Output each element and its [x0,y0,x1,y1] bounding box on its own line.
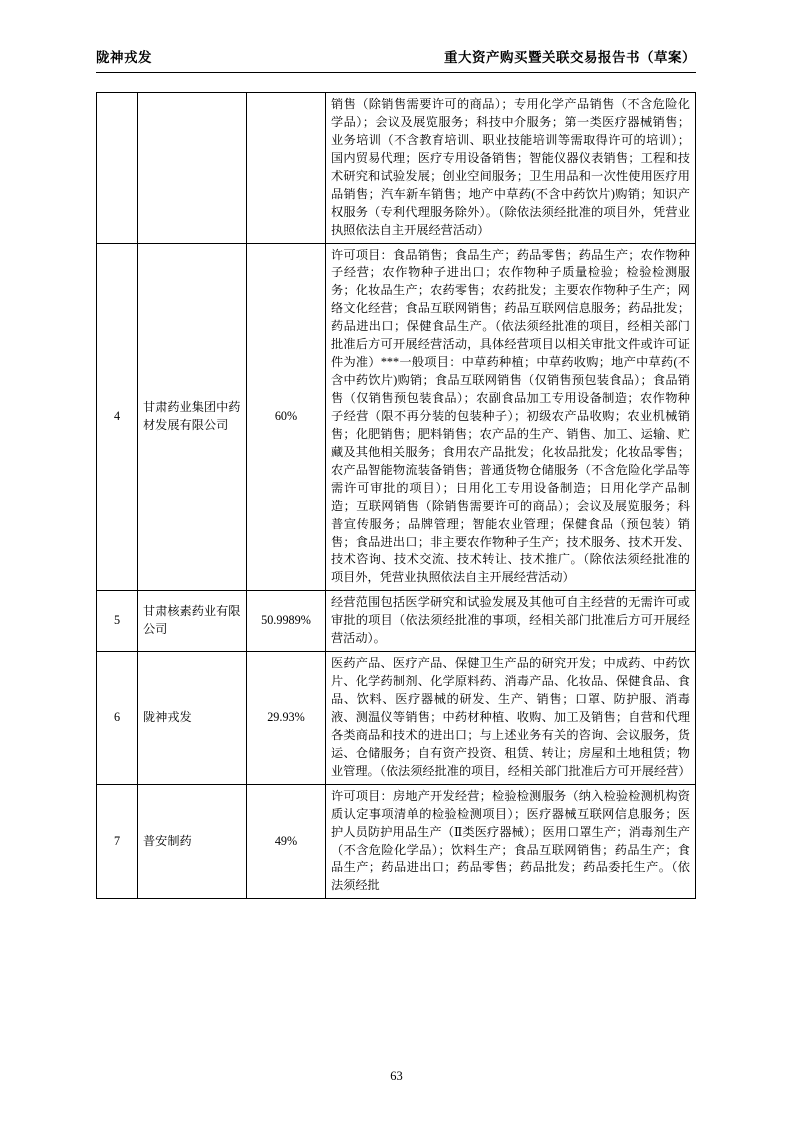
table-row [97,93,696,244]
page-number: 63 [390,1069,403,1083]
row-index-cell: 4 [97,243,138,591]
subsidiary-table-container [96,92,696,899]
scope-text: 销售（除销售需要许可的商品）；专用化学产品销售（不含危险化学品）；会议及展览服务；科技中介服务；第一类医疗器械销售；业务培训（不含教育培训、职业技能培训等需取得许可的培训）；国内贸易代理；医疗专用设备销售；智能仪器仪表销售；工程和技术研究和试验发展；创业空间服务；卫生用品和一次性使用医疗用品销售；汽车新车销售；地产中草药(不含中药饮片)购销；知识产权服务（专利代理服务除外）。（除依法须经批准的项目外，凭营业执照依法自主开展经营活动） [331,97,690,237]
header-divider [96,72,696,73]
row-percent-cell: 49% [247,784,326,899]
scope-text: 经营范围包括医学研究和试验发展及其他可自主经营的无需许可或审批的项目（依法须经批准的事项，经相关部门批准后方可开展经营活动）。 [331,595,690,646]
row-scope-cell [326,591,696,652]
row-name-cell: 陇神戎发 [138,652,247,785]
row-index-cell: 5 [97,591,138,652]
row-percent-cell: 50.9989% [247,591,326,652]
row-index-cell: 7 [97,784,138,899]
row-name-cell: 甘肃药业集团中药材发展有限公司 [138,243,247,591]
row-scope-cell-continued [326,93,696,244]
header-company-name: 陇神戎发 [96,50,152,65]
row-index-cell [97,93,138,244]
row-percent-cell [247,93,326,244]
scope-text: 许可项目：房地产开发经营；检验检测服务（纳入检验检测机构资质认定事项清单的检验检测项目）；医疗器械互联网信息服务；医护人员防护用品生产（Ⅱ类医疗器械）；医用口罩生产；消毒剂生产（不含危险化学品）；饮料生产；食品互联网销售；药品生产；食品生产；药品进出口；药品零售；药品批发；药品委托生产。（依法须经批 [331,788,690,893]
scope-text: 许可项目：食品销售；食品生产；药品零售；药品生产；农作物种子经营；农作物种子进出口；农作物种子质量检验；检验检测服务；化妆品生产；农药零售；农药批发；主要农作物种子生产；网络文化经营；食品互联网销售；药品互联网信息服务；药品批发；药品进出口；保健食品生产。（依法须经批准的项目，经相关部门批准后方可开展经营活动，具体经营项目以相关审批文件或许可证件为准）***一般项目：中草药种植；中草药收购；地产中草药(不含中药饮片)购销；食品互联网销售（仅销售预包装食品）；食品销售（仅销售预包装食品）；农副食品加工专用设备制造；农作物种子经营（限不再分装的包装种子）；初级农产品收购；农业机械销售；化肥销售；肥料销售；农产品的生产、销售、加工、运输、贮藏及其他相关服务；食用农产品批发；化妆品批发；化妆品零售；农产品智能物流装备销售；普通货物仓储服务（不含危险化学品等需许可审批的项目）；日用化工专用设备制造；日用化学产品制造；互联网销售（除销售需要许可的商品）；会议及展览服务；科普宣传服务；品牌管理；智能农业管理；保健食品（预包装）销售；食品进出口；非主要农作物种子生产；技术服务、技术开发、技术咨询、技术交流、技术转让、技术推广。（除依法须经批准的项目外，凭营业执照依法自主开展经营活动） [331,247,690,585]
table-row [97,243,696,591]
row-scope-cell [326,652,696,785]
row-name-cell: 甘肃核素药业有限公司 [138,591,247,652]
row-percent-cell: 60% [247,243,326,591]
row-name-cell: 普安制药 [138,784,247,899]
row-scope-cell [326,243,696,591]
row-name-cell [138,93,247,244]
row-index-cell: 6 [97,652,138,785]
table-row [97,591,696,652]
page-header [96,46,696,66]
row-scope-cell [326,784,696,899]
table-row [97,784,696,899]
scope-text: 医药产品、医疗产品、保健卫生产品的研究开发；中成药、中药饮片、化学药制剂、化学原料药、消毒产品、化妆品、保健食品、食品、饮料、医疗器械的研发、生产、销售；口罩、防护服、消毒液、测温仪等销售；中药材种植、收购、加工及销售；自营和代理各类商品和技术的进出口；与上述业务有关的咨询、会议服务，货运、仓储服务；自有资产投资、租赁、转让；房屋和土地租赁；物业管理。（依法须经批准的项目，经相关部门批准后方可开展经营） [331,656,691,778]
table-row [97,652,696,785]
subsidiary-table [96,92,696,899]
row-percent-cell: 29.93% [247,652,326,785]
header-document-title: 重大资产购买暨关联交易报告书（草案） [444,50,696,65]
page-footer [0,1069,793,1084]
